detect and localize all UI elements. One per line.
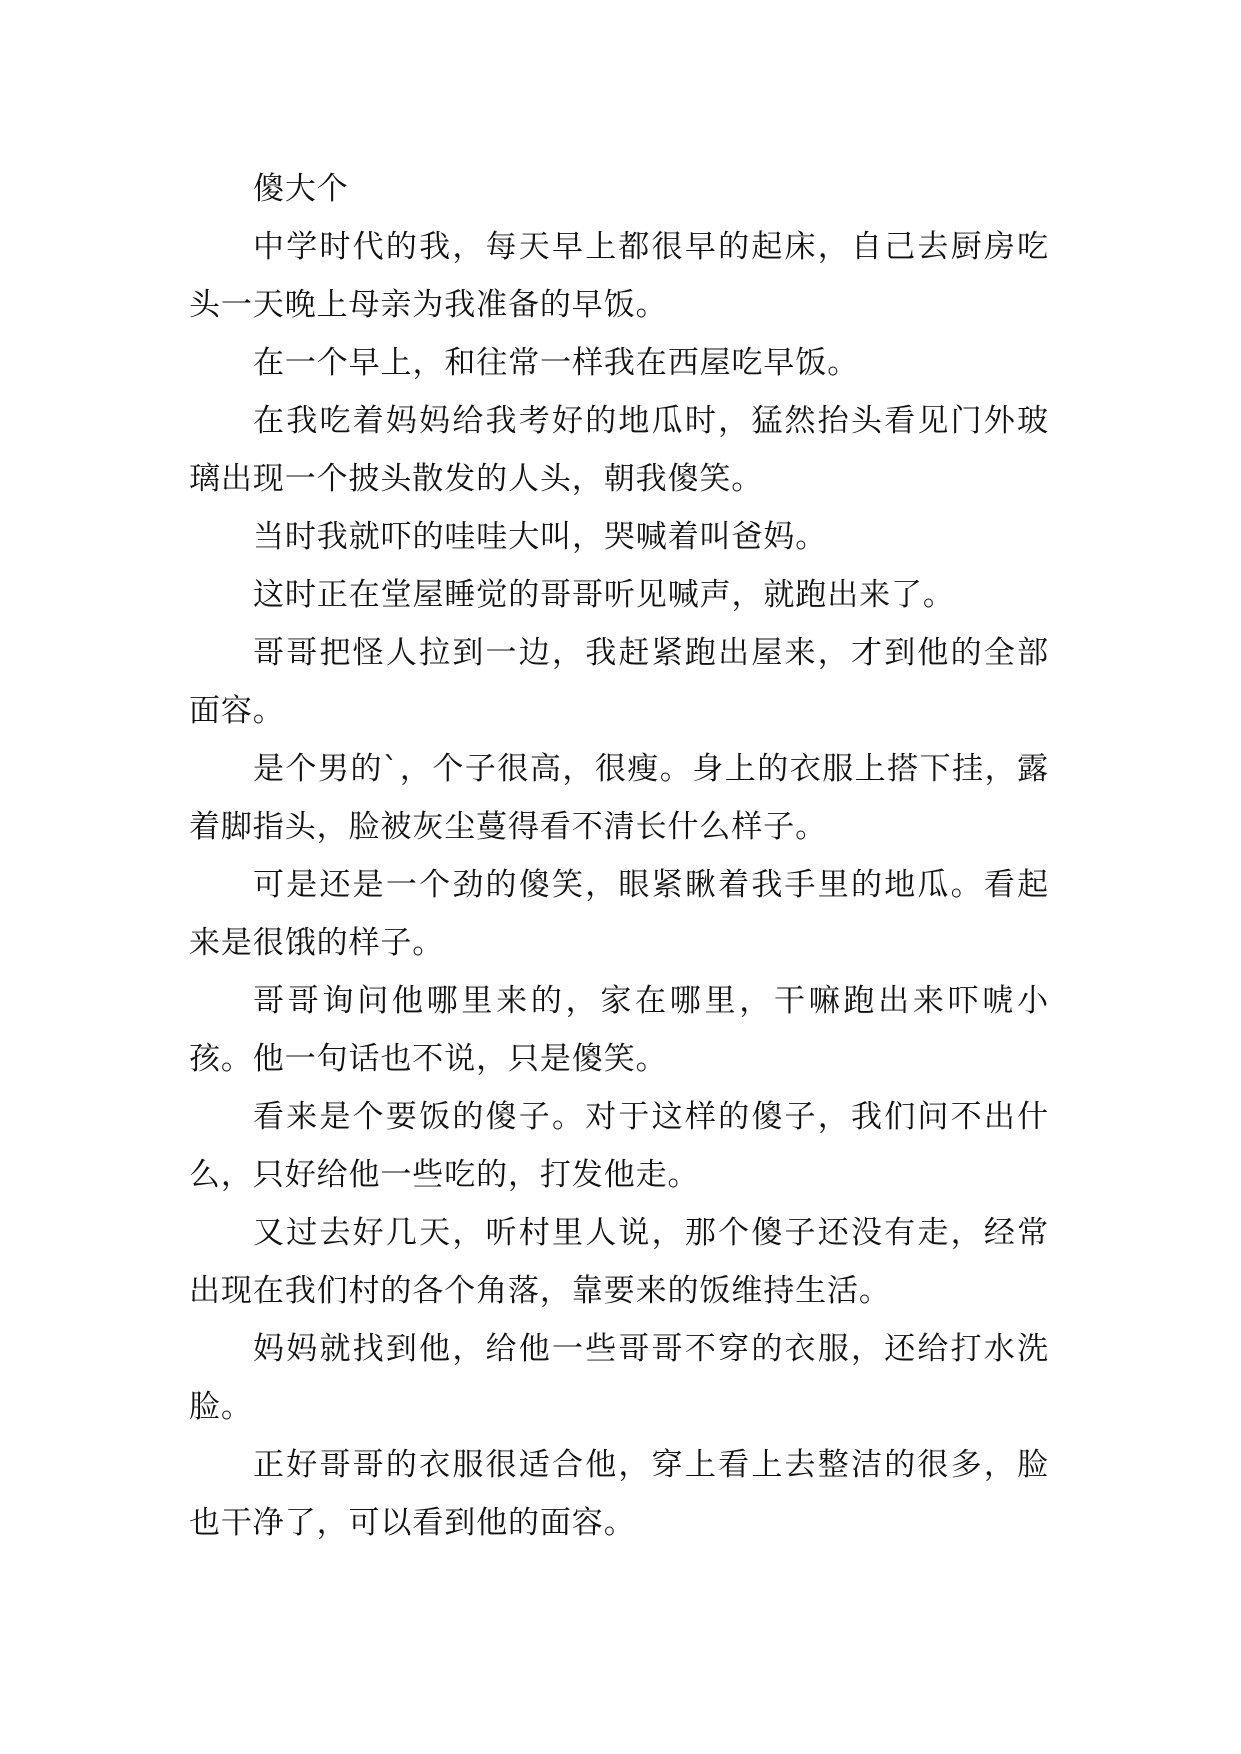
paragraph: 哥哥把怪人拉到一边，我赶紧跑出屋来，才到他的全部面容。 <box>189 635 1049 729</box>
paragraph: 哥哥询问他哪里来的，家在哪里，干嘛跑出来吓唬小孩。他一句话也不说，只是傻笑。 <box>189 983 1049 1077</box>
paragraph: 这时正在堂屋睡觉的哥哥听见喊声，就跑出来了。 <box>253 577 955 613</box>
paragraph: 是个男的`，个子很高，很瘦。身上的衣服上搭下挂，露着脚指头，脸被灰尘蔓得看不清长什么样子。 <box>189 751 1049 845</box>
paragraph: 妈妈就找到他，给他一些哥哥不穿的衣服，还给打水洗脸。 <box>189 1331 1049 1425</box>
paragraph: 看来是个要饭的傻子。对于这样的傻子，我们问不出什么，只好给他一些吃的，打发他走。 <box>189 1099 1049 1193</box>
paragraph: 在一个早上，和往常一样我在西屋吃早饭。 <box>253 345 860 381</box>
paragraph: 当时我就吓的哇哇大叫，哭喊着叫爸妈。 <box>253 519 828 555</box>
document-title: 傻大个 <box>253 171 349 207</box>
paragraph: 又过去好几天，听村里人说，那个傻子还没有走，经常出现在我们村的各个角落，靠要来的饭维持生活。 <box>189 1215 1049 1309</box>
document-body <box>189 160 1049 1552</box>
paragraph: 正好哥哥的衣服很适合他，穿上看上去整洁的很多，脸也干净了，可以看到他的面容。 <box>189 1447 1049 1541</box>
paragraph: 可是还是一个劲的傻笑，眼紧瞅着我手里的地瓜。看起来是很饿的样子。 <box>189 867 1049 961</box>
paragraph: 在我吃着妈妈给我考好的地瓜时，猛然抬头看见门外玻璃出现一个披头散发的人头，朝我傻笑。 <box>189 403 1049 497</box>
paragraph: 中学时代的我，每天早上都很早的起床，自己去厨房吃头一天晚上母亲为我准备的早饭。 <box>189 229 1049 323</box>
